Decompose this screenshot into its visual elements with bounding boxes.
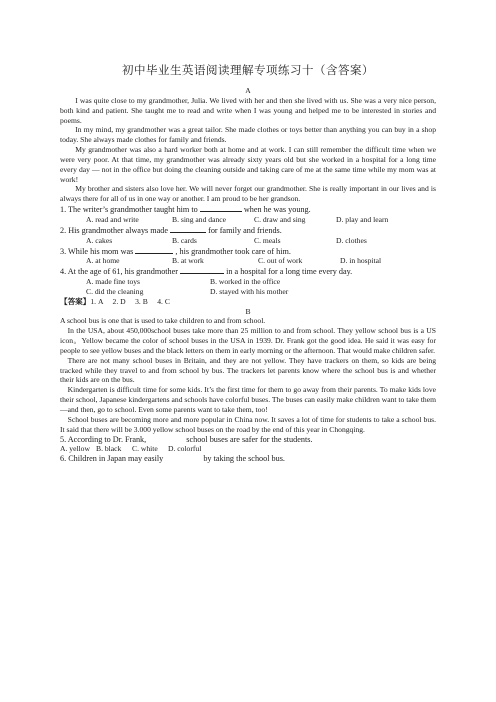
option: C. draw and sing (254, 214, 306, 224)
option: B. sing and dance (172, 214, 226, 224)
answer-blank (200, 204, 242, 212)
section-a-paragraph: In my mind, my grandmother was a great tailor. She made clothes or toys better than anything you can buy in a shop today. She always made clothes for family and friends. (60, 125, 436, 145)
option: A. yellow (60, 444, 90, 454)
answer-blank (180, 266, 224, 274)
option: A. made fine toys (86, 277, 140, 287)
option: C. did the cleaning (86, 286, 144, 296)
question-text: when he was young. (243, 205, 311, 215)
option: B. black (96, 444, 122, 454)
option: C. white (132, 444, 158, 454)
question-4-options-row-2 (60, 287, 436, 297)
section-b-paragraph: Kindergarten is difficult time for some kids. It’s the first time for them to go away from their parents. To make kids love their school, Japanese kindergartens and schools have colorful buses. The buses can easily make children want to take them—and then, go to school. Even some parents want to take them, too! (60, 385, 436, 414)
question-text: 6. Children in Japan may easily (60, 454, 164, 464)
document-body (60, 86, 436, 464)
question-4-options-row-1 (60, 277, 436, 287)
question-text: 3. While his mom was (60, 246, 134, 256)
section-b-paragraph: There are not many school buses in Britain, and they are not yellow. They have trackers on them, so kids are being tracked while they travel to and from school by bus. The trackers let parents know where the school bus is and whether their kids are on the bus. (60, 355, 436, 385)
option: C. meals (254, 235, 281, 245)
question-4 (60, 266, 436, 277)
question-1 (60, 204, 436, 215)
question-6 (60, 454, 436, 464)
question-3-options (60, 256, 436, 266)
question-3 (60, 246, 436, 257)
section-b-paragraph: School buses are becoming more and more popular in China now. It saves a lot of time for students to take a school bus. It said that there will be 3.000 yellow school buses on the road by the end of this year in Chongqing. (60, 414, 436, 434)
answer-label: 【答案】 (60, 296, 91, 306)
section-a-paragraph: I was quite close to my grandmother, Julia. We lived with her and then she lived with us. She was a very nice person, both kind and patient. She taught me to read and write when I was young and helped me to be interested in stories and poems. (60, 95, 436, 125)
question-text: in a hospital for a long time every day. (226, 267, 353, 277)
section-a-label: A (245, 86, 251, 95)
question-text: 5. According to Dr. Frank, (60, 434, 147, 444)
option: D. stayed with his mother (210, 286, 289, 296)
option: A. cakes (86, 235, 113, 245)
question-1-options (60, 215, 436, 225)
question-2 (60, 225, 436, 236)
section-a-paragraph: My brother and sisters also love her. We will never forget our grandmother. She is really important in our lives and is always there for all of us in one way or another. I am proud to be her grandson. (60, 184, 436, 204)
option: D. in hospital (340, 256, 382, 266)
question-text: for family and friends. (208, 225, 282, 235)
page-title: 初中毕业生英语阅读理解专项练习十（含答案） (122, 63, 374, 77)
question-text: by taking the school bus. (203, 454, 285, 464)
option: B. worked in the office (210, 277, 281, 287)
section-b-paragraph: A school bus is one that is used to take children to and from school. (60, 316, 266, 326)
option: A. read and write (86, 214, 139, 224)
section-b-paragraph: In the USA, about 450,000school buses take more than 25 million to and from school. They yellow school bus is a US icon。Yellow became the color of school buses in the USA in 1939. Dr. Frank got the good idea. He said it was easy for people to see yellow buses and the black letters on them in early morning or the afternoon. That would make children safer. (60, 326, 436, 355)
option: C. out of work (258, 256, 303, 266)
question-text: 4. At the age of 61, his grandmother (60, 267, 179, 277)
question-5-options (60, 444, 436, 454)
question-text: 1. The writer’s grandmother taught him to (60, 205, 198, 215)
answer-values: 1. A 2. D 3. B 4. C (90, 296, 170, 306)
answer-key (60, 297, 436, 307)
question-5 (60, 435, 436, 445)
option: D. colorful (168, 444, 202, 454)
section-b-label: B (245, 306, 251, 316)
answer-blank (170, 225, 206, 233)
option: B. cards (172, 235, 197, 245)
answer-blank (135, 246, 173, 254)
section-a-paragraph: My grandmother was also a hard worker both at home and at work. I can still remember the difficult time when we were very poor. At that time, my grandmother was already sixty years old but she worked in a hospital for a long time every day — not in the office but doing the cleaning outside and taking care of me at the same time while my mom was at work! (60, 145, 436, 184)
option: B. at work (172, 256, 204, 266)
option: D. clothes (336, 235, 367, 245)
option: A. at home (86, 256, 120, 266)
question-text: 2. His grandmother always made (60, 225, 169, 235)
question-text: school buses are safer for the students. (186, 434, 313, 444)
question-2-options (60, 236, 436, 246)
question-text: , his grandmother took care of him. (175, 246, 291, 256)
option: D. play and learn (336, 214, 389, 224)
